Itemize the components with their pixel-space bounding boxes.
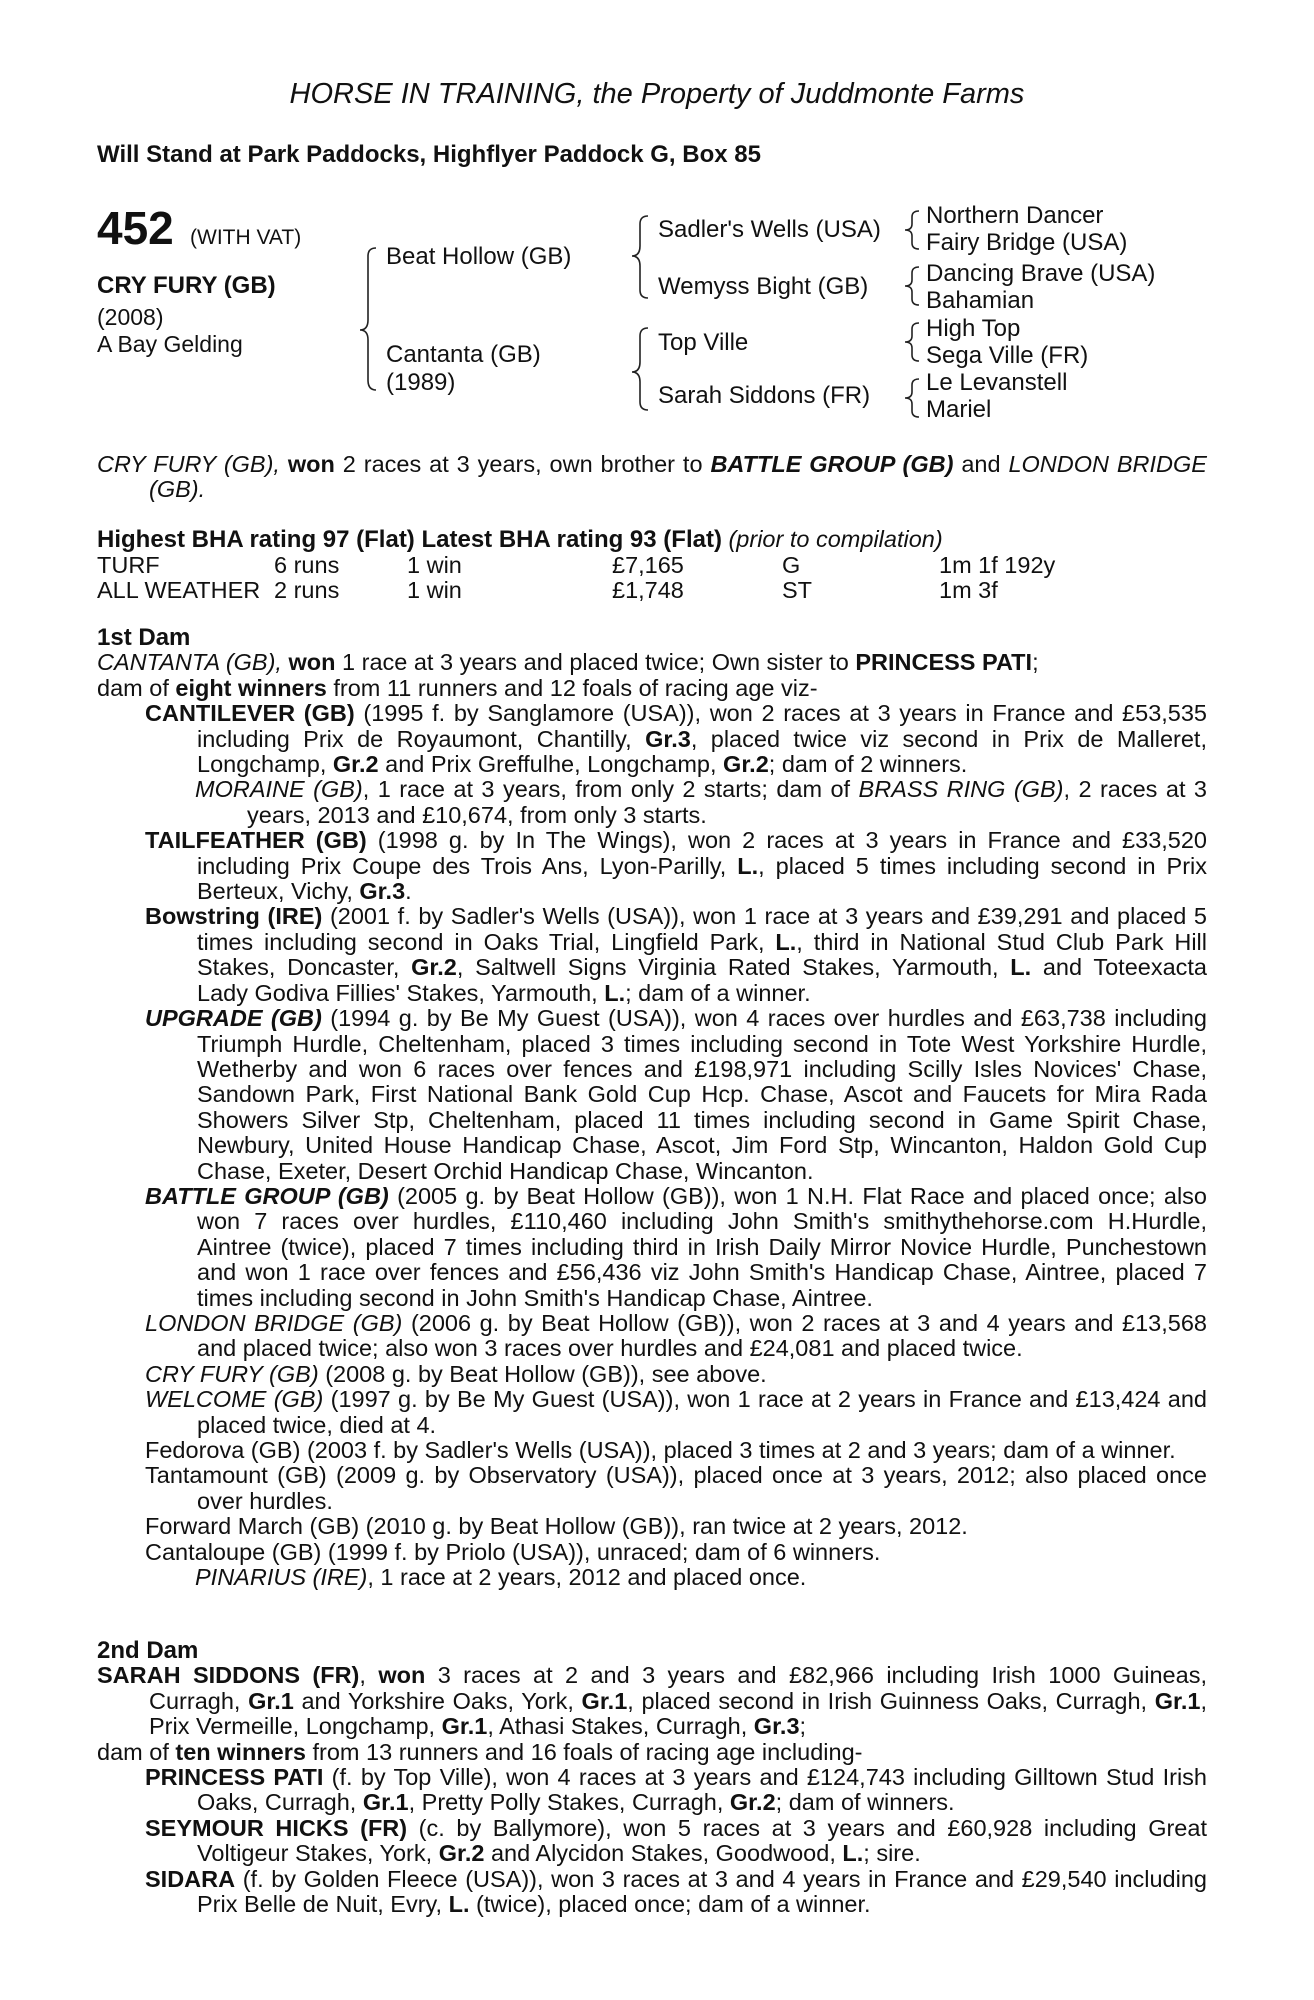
produce-entry: SIDARA (f. by Golden Fleece (USA)), won 3 races at 3 and 4 years in France and £29,540 including Prix Belle de Nuit, Evry, L. (twice), placed once; dam of a winner. xyxy=(145,1865,1207,1918)
pedigree-sire-sire: Sadler's Wells (USA) xyxy=(658,216,881,243)
prize: £7,165 xyxy=(612,552,684,578)
horse-description: A Bay Gelding xyxy=(97,331,243,357)
produce-entry: CANTILEVER (GB) (1995 f. by Sanglamore (USA)), won 2 races at 3 years in France and £53,535 including Prix de Royaumont, Chantilly, Gr.3, placed twice viz second in Prix de Malleret, Longchamp, Gr.2 and Prix Greffulhe, Longchamp, Gr.2; dam of 2 winners. xyxy=(145,700,1208,778)
wins: 1 win xyxy=(407,577,462,604)
rating-section xyxy=(97,527,1207,552)
lot-number: 452 xyxy=(97,202,174,254)
pedigree-ggen-2: Fairy Bridge (USA) xyxy=(926,229,1128,256)
table-row xyxy=(97,553,1055,578)
pedigree-sire: Beat Hollow (GB) xyxy=(386,243,572,270)
pedigree-brackets xyxy=(0,0,1314,440)
second-dam-section xyxy=(97,1638,1207,1917)
pedigree-dam-dam: Sarah Siddons (FR) xyxy=(658,382,871,409)
stand-location: Will Stand at Park Paddocks, Highflyer Paddock G, Box 85 xyxy=(97,141,761,168)
horse-year: (2008) xyxy=(97,304,164,330)
produce-entry: TAILFEATHER (GB) (1998 g. by In The Wings), won 2 races at 3 years in France and £33,520 including Prix Coupe des Trois Ans, Lyon-Parilly, L., placed 5 times including second in Prix Berteux, Vichy, Gr.3. xyxy=(145,827,1208,905)
surface: ALL WEATHER xyxy=(97,577,261,604)
horse-name: CRY FURY (GB) xyxy=(97,272,276,299)
produce-entry: Tantamount (GB) (2009 g. by Observatory (USA)), placed once at 3 years, 2012; also placed once over hurdles. xyxy=(145,1462,1207,1514)
produce-entry: UPGRADE (GB) (1994 g. by Be My Guest (USA)), won 4 races over hurdles and £63,738 including Triumph Hurdle, Cheltenham, placed 3 times including second in Tote West Yorkshire Hurdle, Wetherby and won 6 races over fences and £198,971 including Scilly Isles Novices' Chase, Sandown Park, First National Bank Gold Cup Hcp. Chase, Ascot and Faucets for Mira Rada Showers Silver Stp, Cheltenham, placed 11 times including second in Game Spirit Chase, Newbury, United House Handicap Chase, Ascot, Jim Ford Stp, Wincanton, Haldon Gold Cup Chase, Exeter, Desert Orchid Handicap Chase, Wincanton. xyxy=(145,1005,1207,1184)
pedigree-ggen-7: Le Levanstell xyxy=(926,369,1068,396)
produce-entry: PRINCESS PATI (f. by Top Ville), won 4 races at 3 years and £124,743 including Gilltown Stud Irish Oaks, Curragh, Gr.1, Pretty Polly Stakes, Curragh, Gr.2; dam of winners. xyxy=(145,1764,1207,1816)
pedigree-ggen-8: Mariel xyxy=(926,396,992,423)
going: ST xyxy=(782,577,813,604)
first-dam-section xyxy=(97,625,1207,1590)
pedigree-dam-year: (1989) xyxy=(386,369,456,396)
pedigree-sire-dam: Wemyss Bight (GB) xyxy=(658,273,869,300)
second-dam-heading: 2nd Dam xyxy=(97,1637,199,1664)
produce-entry: BATTLE GROUP (GB) (2005 g. by Beat Hollow (GB)), won 1 N.H. Flat Race and placed once; also won 7 races over hurdles, £110,460 including John Smith's smithythehorse.com H.Hurdle, Aintree (twice), placed 7 times including third in Irish Daily Mirror Novice Hurdle, Punchestown and won 1 race over fences and £56,436 viz John Smith's Handicap Chase, Aintree, placed 7 times including second in John Smith's Handicap Chase, Aintree. xyxy=(145,1182,1207,1311)
first-dam-heading: 1st Dam xyxy=(97,624,191,651)
distance: 1m 3f xyxy=(939,577,998,604)
table-row xyxy=(97,578,1055,603)
pedigree-ggen-4: Bahamian xyxy=(926,287,1035,314)
rating-line: Highest BHA rating 97 (Flat) Latest BHA rating 93 (Flat) (prior to compilation) xyxy=(97,526,943,553)
surface: TURF xyxy=(97,552,160,578)
summary-section xyxy=(97,452,1207,503)
first-dam-intro: CANTANTA (GB), won 1 race at 3 years and placed twice; Own sister to PRINCESS PATI; xyxy=(97,649,1039,676)
second-dam-intro: SARAH SIDDONS (FR), won 3 races at 2 and 3 years and £82,966 including Irish 1000 Guineas, Curragh, Gr.1 and Yorkshire Oaks, York, Gr.1, placed second in Irish Guinness Oaks, Curragh, Gr.1, Prix Vermeille, Longchamp, Gr.1, Athasi Stakes, Curragh, Gr.3; xyxy=(97,1662,1207,1740)
produce-entry: Cantaloupe (GB) (1999 f. by Priolo (USA)), unraced; dam of 6 winners. xyxy=(145,1538,881,1565)
produce-subentry: MORAINE (GB), 1 race at 3 years, from only 2 starts; dam of BRASS RING (GB), 2 races at 3 years, 2013 and £10,674, from only 3 starts. xyxy=(195,776,1207,828)
produce-entry: LONDON BRIDGE (GB) (2006 g. by Beat Hollow (GB)), won 2 races at 3 and 4 years and £13,568 and placed twice; also won 3 races over hurdles and £24,081 and placed twice. xyxy=(145,1309,1207,1362)
pedigree-ggen-3: Dancing Brave (USA) xyxy=(926,260,1156,287)
race-record-table xyxy=(97,553,1055,604)
prize: £1,748 xyxy=(612,577,684,604)
produce-subentry: PINARIUS (IRE), 1 race at 2 years, 2012 and placed once. xyxy=(195,1564,807,1591)
race-summary: CRY FURY (GB), won 2 races at 3 years, own brother to BATTLE GROUP (GB) and LONDON BRIDGE (GB). xyxy=(97,451,1207,503)
pedigree-dam-sire: Top Ville xyxy=(658,329,749,356)
distance: 1m 1f 192y xyxy=(939,552,1056,578)
produce-entry: Forward March (GB) (2010 g. by Beat Hollow (GB)), ran twice at 2 years, 2012. xyxy=(145,1513,968,1540)
runs: 6 runs xyxy=(274,552,340,578)
wins: 1 win xyxy=(407,552,462,578)
produce-entry: Bowstring (IRE) (2001 f. by Sadler's Wells (USA)), won 1 race at 3 years and £39,291 and placed 5 times including second in Oaks Trial, Lingfield Park, L., third in National Stud Club Park Hill Stakes, Doncaster, Gr.2, Saltwell Signs Virginia Rated Stakes, Yarmouth, L. and Toteexacta Lady Godiva Fillies' Stakes, Yarmouth, L.; dam of a winner. xyxy=(145,903,1208,1006)
going: G xyxy=(782,552,801,578)
produce-entry: CRY FURY (GB) (2008 g. by Beat Hollow (GB)), see above. xyxy=(145,1360,767,1387)
catalogue-title: HORSE IN TRAINING, the Property of Juddmonte Farms xyxy=(289,78,1025,110)
second-dam-produce-summary: dam of ten winners from 13 runners and 16 foals of racing age including- xyxy=(97,1738,863,1765)
pedigree-ggen-1: Northern Dancer xyxy=(926,202,1104,229)
produce-entry: Fedorova (GB) (2003 f. by Sadler's Wells (USA)), placed 3 times at 2 and 3 years; dam of a winner. xyxy=(145,1437,1176,1463)
produce-entry: SEYMOUR HICKS (FR) (c. by Ballymore), won 5 races at 3 years and £60,928 including Great Voltigeur Stakes, York, Gr.2 and Alycidon Stakes, Goodwood, L.; sire. xyxy=(145,1814,1207,1867)
produce-entry: WELCOME (GB) (1997 g. by Be My Guest (USA)), won 1 race at 2 years in France and £13,424 and placed twice, died at 4. xyxy=(145,1386,1207,1438)
first-dam-produce-summary: dam of eight winners from 11 runners and 12 foals of racing age viz- xyxy=(97,674,818,701)
pedigree-dam: Cantanta (GB) xyxy=(386,341,541,368)
pedigree-ggen-5: High Top xyxy=(926,315,1021,342)
runs: 2 runs xyxy=(274,577,340,604)
pedigree-ggen-6: Sega Ville (FR) xyxy=(926,342,1089,369)
vat-note: (WITH VAT) xyxy=(190,226,302,249)
